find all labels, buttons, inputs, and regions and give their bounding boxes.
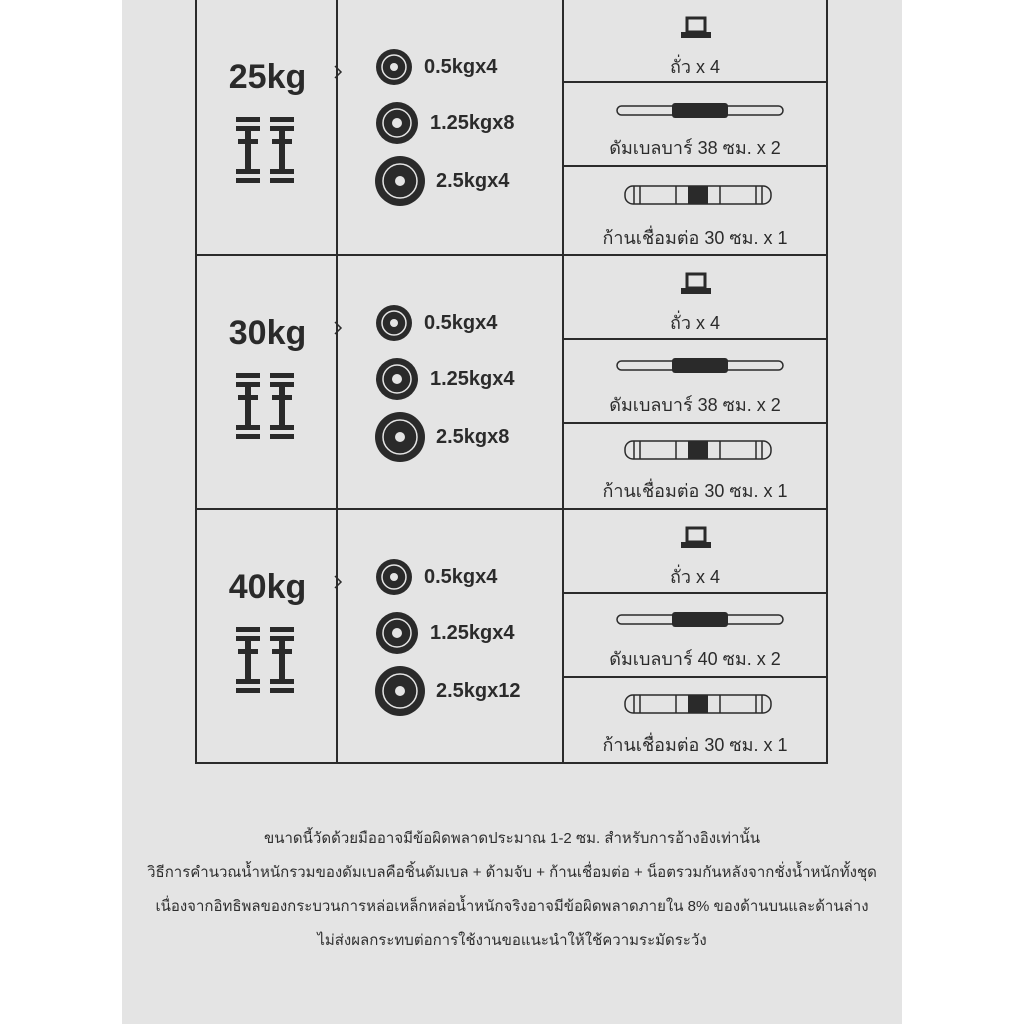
plate-item <box>374 552 497 602</box>
plate-item <box>374 412 509 462</box>
plate-label: 0.5kgx4 <box>424 565 498 588</box>
accessory-nut <box>564 510 826 594</box>
dumbbells-icon <box>236 627 300 703</box>
accessory-label: ก้านเชื่อมต่อ 30 ซม. x 1 <box>602 481 788 501</box>
plate-item <box>374 156 509 206</box>
weight-label: 30kg <box>228 314 307 352</box>
accessory-bar <box>564 83 826 167</box>
plate-label: 2.5kgx12 <box>436 679 521 702</box>
accessory-label: ดัมเบลบาร์ 38 ซม. x 2 <box>609 395 781 415</box>
plate-item <box>374 666 521 716</box>
accessories-cell <box>564 0 826 254</box>
plate-label: 2.5kgx4 <box>436 169 510 192</box>
plate-label: 0.5kgx4 <box>424 311 498 334</box>
accessory-label: ถั่ว x 4 <box>669 313 721 333</box>
plate-label: 1.25kgx4 <box>430 621 515 644</box>
accessory-label: ดัมเบลบาร์ 38 ซม. x 2 <box>609 138 781 158</box>
accessory-label: ถั่ว x 4 <box>669 57 721 77</box>
weight-cell <box>197 0 338 254</box>
connector-rod-icon <box>624 692 772 716</box>
plate-item <box>374 354 515 404</box>
set-row-30kg <box>197 256 826 510</box>
plate-item <box>374 298 497 348</box>
note-line: ขนาดนี้วัดด้วยมืออาจมีข้อผิดพลาดประมาณ 1-2 ซม. สำหรับการอ้างอิงเท่านั้น <box>263 830 760 847</box>
plate-item <box>374 608 515 658</box>
dumbbell-bar-icon <box>616 610 784 630</box>
nut-icon <box>681 272 711 296</box>
notes-block <box>122 822 902 958</box>
accessory-rod <box>564 424 826 510</box>
plate-large-icon <box>374 155 426 207</box>
plates-cell <box>338 510 564 764</box>
accessory-rod <box>564 167 826 254</box>
connector-rod-icon <box>624 183 772 207</box>
plate-large-icon <box>374 665 426 717</box>
dumbbell-bar-icon <box>616 101 784 121</box>
nut-icon <box>681 526 711 550</box>
dumbbells-icon <box>236 117 300 193</box>
plate-medium-icon <box>374 610 420 656</box>
note-line: เนื่องจากอิทธิพลของกระบวนการหล่อเหล็กหล่อน้ำหนักจริงอาจมีข้อผิดพลาดภายใน 8% ของด้านบนและด้านล่าง <box>155 898 869 915</box>
weight-cell <box>197 510 338 764</box>
weight-label: 25kg <box>228 58 307 96</box>
note-line: วิธีการคำนวณน้ำหนักรวมของดัมเบลคือชิ้นดัมเบล + ด้ามจับ + ก้านเชื่อมต่อ + น็อตรวมกันหลังจากชั่งน้ำหนักทั้งชุด <box>147 864 877 881</box>
plate-item <box>374 42 497 92</box>
note-line: ไม่ส่งผลกระทบต่อการใช้งานขอแนะนำให้ใช้ความระมัดระวัง <box>317 932 707 949</box>
accessory-nut <box>564 256 826 340</box>
weight-label: 40kg <box>228 568 307 606</box>
accessory-label: ก้านเชื่อมต่อ 30 ซม. x 1 <box>602 735 788 755</box>
plates-cell <box>338 0 564 254</box>
nut-icon <box>681 16 711 40</box>
connector-rod-icon <box>624 438 772 462</box>
spec-table <box>195 0 828 764</box>
accessory-bar <box>564 594 826 678</box>
set-row-40kg <box>197 510 826 764</box>
plate-label: 0.5kgx4 <box>424 55 498 78</box>
accessory-label: ก้านเชื่อมต่อ 30 ซม. x 1 <box>602 228 788 248</box>
plate-small-icon <box>374 47 414 87</box>
plate-small-icon <box>374 303 414 343</box>
plate-item <box>374 98 515 148</box>
plate-medium-icon <box>374 356 420 402</box>
dumbbell-bar-icon <box>616 356 784 376</box>
weight-cell <box>197 256 338 508</box>
accessory-label: ดัมเบลบาร์ 40 ซม. x 2 <box>609 649 781 669</box>
dumbbells-icon <box>236 373 300 449</box>
plate-label: 1.25kgx4 <box>430 367 515 390</box>
plate-label: 2.5kgx8 <box>436 425 510 448</box>
accessory-nut <box>564 0 826 83</box>
plate-large-icon <box>374 411 426 463</box>
plates-cell <box>338 256 564 508</box>
plate-medium-icon <box>374 100 420 146</box>
plate-label: 1.25kgx8 <box>430 111 515 134</box>
accessory-bar <box>564 340 826 424</box>
accessory-label: ถั่ว x 4 <box>669 567 721 587</box>
plate-small-icon <box>374 557 414 597</box>
set-row-25kg <box>197 0 826 256</box>
accessory-rod <box>564 678 826 764</box>
accessories-cell <box>564 510 826 764</box>
accessories-cell <box>564 256 826 508</box>
